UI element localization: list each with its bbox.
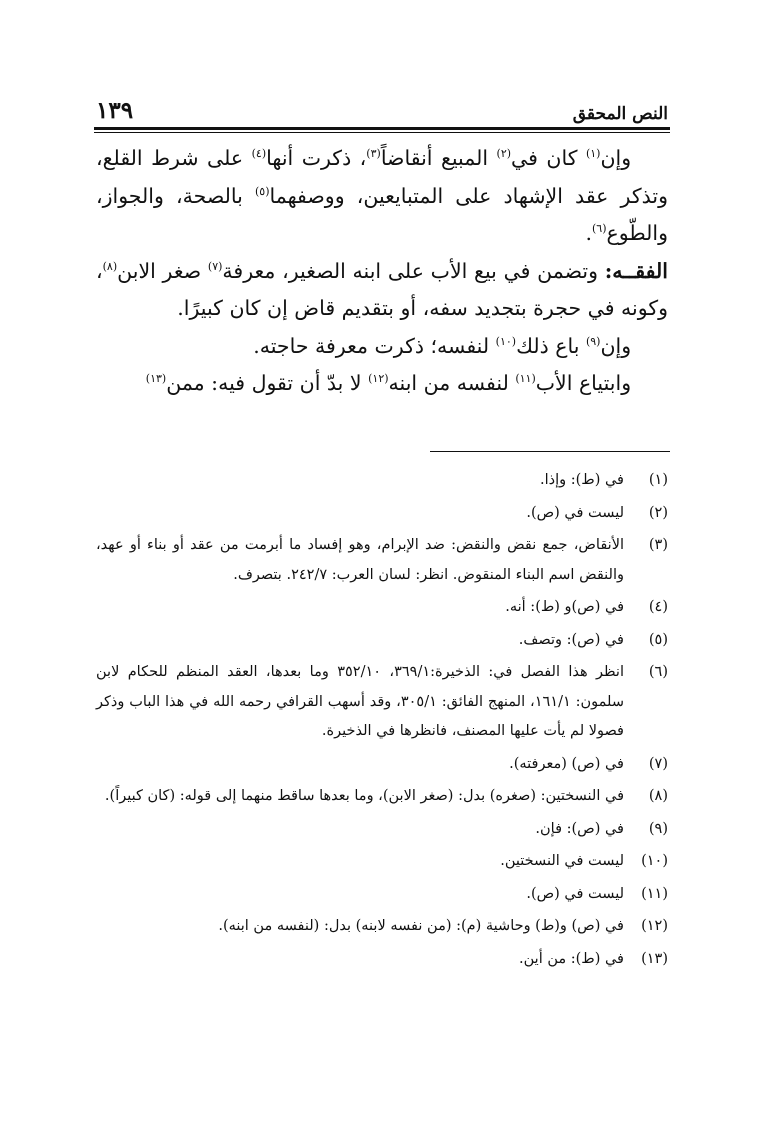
paragraph-3: [96, 328, 668, 366]
footnote: [96, 531, 668, 590]
footnote-ref: (١١): [515, 372, 536, 386]
footnote-text: في (ص): وتصف.: [518, 631, 624, 648]
footnote-ref: (١٣): [145, 372, 167, 386]
footnote-number: (٤): [648, 599, 668, 615]
paragraph-1: [96, 140, 668, 253]
text-run: باع ذلك: [516, 333, 586, 358]
text-run: وابتياع الأب: [535, 371, 632, 395]
footnote-ref: (٧): [207, 259, 223, 273]
footnote-number: (٣): [648, 537, 668, 553]
footnote: [96, 466, 668, 496]
footnote-ref: (٨): [102, 259, 118, 273]
footnote: [96, 626, 668, 656]
text-run: ، وكونه في حجرة بتجديد سفه، أو بتقديم قاض إن كان كبيرًا.: [96, 258, 668, 320]
footnote-ref: (٩): [585, 334, 601, 348]
text-run: المبيع أنقاضاً: [380, 146, 497, 170]
footnote-text: ليست في (ص).: [526, 885, 624, 902]
footnote-number: (٦): [648, 664, 668, 680]
text-run: .: [585, 221, 592, 245]
text-run: على شرط القلع، وتذكر عقد الإشهاد على المتبايعين، ووصفهما: [96, 146, 668, 208]
footnote-ref: (٢): [496, 147, 512, 161]
text-run: بالصحة، والجواز، والطّوع: [96, 183, 668, 245]
footnote-number: (٧): [648, 755, 668, 772]
footnote: [96, 593, 668, 623]
footnote-text: ليست في النسختين.: [500, 853, 624, 869]
footnote-text: في (ص) و(ط) وحاشية (م): (من نفسه لابنه) بدل: (لنفسه من ابنه).: [218, 918, 624, 934]
text-run: لنفسه؛ ذكرت معرفة حاجته.: [253, 333, 496, 358]
footnote-ref: (٥): [254, 184, 270, 198]
page-number: ١٣٩: [96, 97, 134, 124]
footnote-ref: (٤): [251, 147, 267, 161]
footnote-number: (١): [648, 472, 668, 488]
footnote-ref: (١): [585, 147, 601, 161]
footnote-number: (١٣): [641, 950, 668, 967]
footnote-text: في (ص): فإن.: [535, 820, 624, 837]
footnote-text: في (ص)و (ط): أنه.: [505, 599, 624, 615]
footnote-number: (١٠): [641, 853, 668, 869]
footnote-ref: (١٢): [368, 372, 389, 386]
page-header: [96, 92, 668, 124]
footnote-ref: (٦): [592, 222, 607, 236]
footnote-number: (٨): [648, 788, 668, 804]
paragraph-4: [96, 365, 668, 403]
footnote: [96, 782, 668, 812]
footnote-text: في (ط): وإذا.: [540, 472, 624, 488]
footnote-number: (٥): [648, 631, 668, 648]
page-title: النص المحقق: [572, 104, 668, 124]
footnote-text: الأنقاض، جمع نقض والنقض: ضد الإبرام، وهو إفساد ما أبرمت من عقد أو بناء أو عهد، والنقض اسم البناء المنقوض. انظر: لسان العرب: ٢٤٢/٧. بتصرف.: [96, 537, 624, 583]
paragraph-2: [96, 253, 668, 328]
section-label: الفقــه:: [604, 258, 668, 283]
text-run: كان في: [511, 146, 586, 170]
text-run: وتضمن في بيع الأب على ابنه الصغير، معرفة: [222, 258, 605, 283]
header-rule: [94, 127, 670, 130]
footnotes: [96, 466, 668, 977]
footnote-separator: [430, 451, 670, 452]
footnote-number: (٩): [648, 820, 668, 837]
text-run: ، ذكرت أنها: [266, 146, 367, 170]
text-run: وإن: [600, 333, 632, 358]
footnote-ref: (١٠): [495, 334, 517, 348]
footnote-text: في (ص) (معرفته).: [509, 755, 624, 772]
main-text: [96, 140, 668, 403]
footnote: [96, 750, 668, 780]
footnote-number: (١٢): [641, 918, 668, 934]
footnote-text: في (ط): من أين.: [519, 950, 624, 967]
text-run: صغر الابن: [117, 258, 208, 283]
footnote: [96, 815, 668, 845]
footnote-number: (١١): [641, 885, 668, 902]
footnote-text: ليست في (ص).: [526, 504, 624, 521]
text-run: لا بدّ أن تقول فيه: ممن: [166, 371, 369, 395]
footnote: [96, 847, 668, 877]
footnote: [96, 658, 668, 747]
footnote: [96, 945, 668, 975]
header-rule-thin: [94, 132, 670, 133]
text-run: لنفسه من ابنه: [388, 371, 516, 395]
footnote: [96, 912, 668, 942]
footnote-text: في النسختين: (صغره) بدل: (صغر الابن)، وما بعدها ساقط منهما إلى قوله: (كان كبيراً).: [104, 788, 624, 804]
text-run: وإن: [600, 146, 632, 170]
footnote: [96, 499, 668, 529]
footnote: [96, 880, 668, 910]
footnote-ref: (٣): [366, 147, 381, 161]
footnote-number: (٢): [648, 504, 668, 521]
footnote-text: انظر هذا الفصل في: الذخيرة:٣٦٩/١، ٣٥٢/١٠ وما بعدها، العقد المنظم للحكام لابن سلمون: ١٦١/١، المنهج الفائق: ٣٠٥/١، وقد أسهب القرافي رحمه الله في هذا الباب وذكر فصولا لم يأت عليها المصنف، فانظرها في الذخيرة.: [96, 664, 624, 739]
